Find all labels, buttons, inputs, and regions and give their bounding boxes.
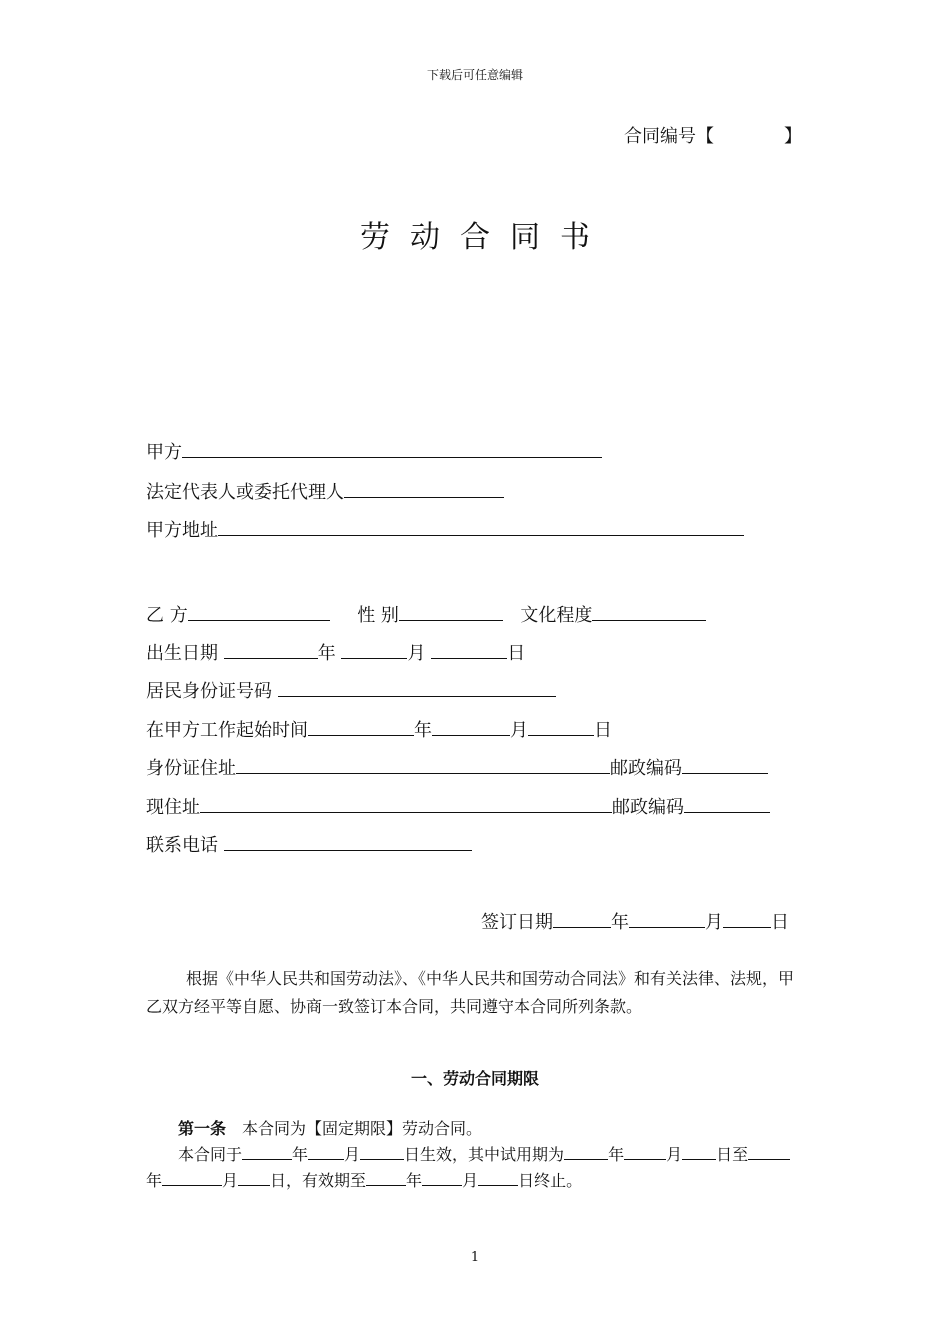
term-text-3: 月 [344, 1145, 361, 1164]
birth-day-field[interactable] [431, 640, 507, 659]
preamble-paragraph [146, 965, 806, 1021]
signing-day-unit: 日 [771, 912, 789, 933]
party-a-address-label: 甲方地址 [146, 520, 218, 541]
expiry-month-field[interactable] [422, 1167, 462, 1186]
party-b-row [146, 601, 706, 627]
id-number-field[interactable] [278, 678, 556, 697]
signing-date-row [481, 908, 789, 934]
start-day-field[interactable] [528, 717, 594, 736]
expiry-text-5: 月 [462, 1171, 479, 1190]
phone-field[interactable] [224, 832, 472, 851]
party-a-label: 甲方 [146, 442, 182, 463]
signing-date-label: 签订日期 [481, 912, 553, 933]
current-postcode-label: 邮政编码 [612, 797, 684, 818]
contract-number-close: 】 [784, 126, 802, 147]
id-address-label: 身份证住址 [146, 758, 236, 779]
id-address-row [146, 754, 768, 780]
signing-year-unit: 年 [611, 912, 629, 933]
expiry-year-field[interactable] [366, 1167, 406, 1186]
probation-year-field[interactable] [564, 1141, 608, 1160]
party-a-field[interactable] [182, 439, 602, 458]
start-date-row [146, 716, 612, 742]
document-title: 劳动合同书 [360, 220, 610, 255]
article-1 [178, 1116, 482, 1139]
preamble-text: 根据《中华人民共和国劳动法》、《中华人民共和国劳动合同法》和有关法律、法规，甲乙双方经平等自愿、协商一致签订本合同，共同遵守本合同所列条款。 [146, 969, 795, 1016]
party-a-address-field[interactable] [218, 517, 744, 536]
term-text-1: 本合同于 [178, 1145, 243, 1164]
effective-day-field[interactable] [360, 1141, 404, 1160]
birth-day-unit: 日 [507, 643, 526, 664]
expiry-day-field[interactable] [478, 1167, 518, 1186]
birth-year-unit: 年 [317, 643, 336, 664]
header-note: 下载后可任意编辑 [426, 68, 523, 82]
party-b-field[interactable] [188, 602, 330, 621]
term-text-2: 年 [292, 1145, 309, 1164]
page-number: 1 [470, 1250, 480, 1265]
start-year-field[interactable] [308, 717, 414, 736]
representative-label: 法定代表人或委托代理人 [146, 482, 344, 503]
probation-month-field[interactable] [624, 1141, 666, 1160]
article-1-term-line [178, 1141, 790, 1165]
signing-day-field[interactable] [723, 909, 771, 928]
effective-month-field[interactable] [308, 1141, 344, 1160]
probation-end-day-field[interactable] [238, 1167, 270, 1186]
representative-field[interactable] [344, 479, 504, 498]
term-text-4: 日生效，其中试用期为 [404, 1145, 565, 1164]
birth-date-label: 出生日期 [146, 643, 218, 664]
term-text-7: 日至 [716, 1145, 749, 1164]
id-postcode-label: 邮政编码 [610, 758, 682, 779]
current-postcode-field[interactable] [684, 794, 770, 813]
birth-month-unit: 月 [407, 643, 426, 664]
term-text-6: 月 [666, 1145, 683, 1164]
id-number-row [146, 677, 556, 703]
id-address-field[interactable] [236, 755, 610, 774]
start-month-unit: 月 [510, 720, 528, 741]
expiry-text-3: 日，有效期至 [270, 1171, 367, 1190]
probation-day-field[interactable] [682, 1141, 716, 1160]
expiry-text-2: 月 [222, 1171, 239, 1190]
start-date-label: 在甲方工作起始时间 [146, 720, 308, 741]
gender-label: 性 别 [357, 605, 399, 626]
party-a-address-row [146, 516, 744, 542]
probation-end-year-field[interactable] [748, 1141, 790, 1160]
education-label: 文化程度 [520, 605, 593, 626]
signing-month-field[interactable] [629, 909, 705, 928]
start-year-unit: 年 [414, 720, 432, 741]
party-b-label: 乙 方 [146, 605, 188, 626]
start-month-field[interactable] [432, 717, 510, 736]
current-address-label: 现住址 [146, 797, 200, 818]
id-number-label: 居民身份证号码 [146, 681, 272, 702]
phone-row [146, 831, 472, 857]
expiry-text-1: 年 [146, 1171, 163, 1190]
article-1-label: 第一条 [178, 1119, 227, 1138]
contract-number [624, 122, 802, 148]
birth-date-row [146, 639, 525, 665]
expiry-text-4: 年 [406, 1171, 423, 1190]
id-postcode-field[interactable] [682, 755, 768, 774]
current-address-row [146, 793, 770, 819]
probation-end-month-field[interactable] [162, 1167, 222, 1186]
expiry-text-6: 日终止。 [518, 1171, 583, 1190]
education-field[interactable] [592, 602, 706, 621]
phone-label: 联系电话 [146, 835, 218, 856]
start-day-unit: 日 [594, 720, 612, 741]
representative-row [146, 478, 504, 504]
current-address-field[interactable] [200, 794, 612, 813]
birth-year-field[interactable] [224, 640, 318, 659]
gender-field[interactable] [399, 602, 503, 621]
article-1-expiry-line [146, 1167, 582, 1191]
term-text-5: 年 [608, 1145, 625, 1164]
party-a-row [146, 438, 602, 464]
signing-year-field[interactable] [553, 909, 611, 928]
birth-month-field[interactable] [341, 640, 407, 659]
contract-number-label: 合同编号【 [624, 126, 714, 147]
section-heading: 一、劳动合同期限 [410, 1069, 539, 1088]
article-1-text: 本合同为【固定期限】劳动合同。 [242, 1119, 483, 1138]
effective-year-field[interactable] [242, 1141, 292, 1160]
signing-month-unit: 月 [705, 912, 723, 933]
